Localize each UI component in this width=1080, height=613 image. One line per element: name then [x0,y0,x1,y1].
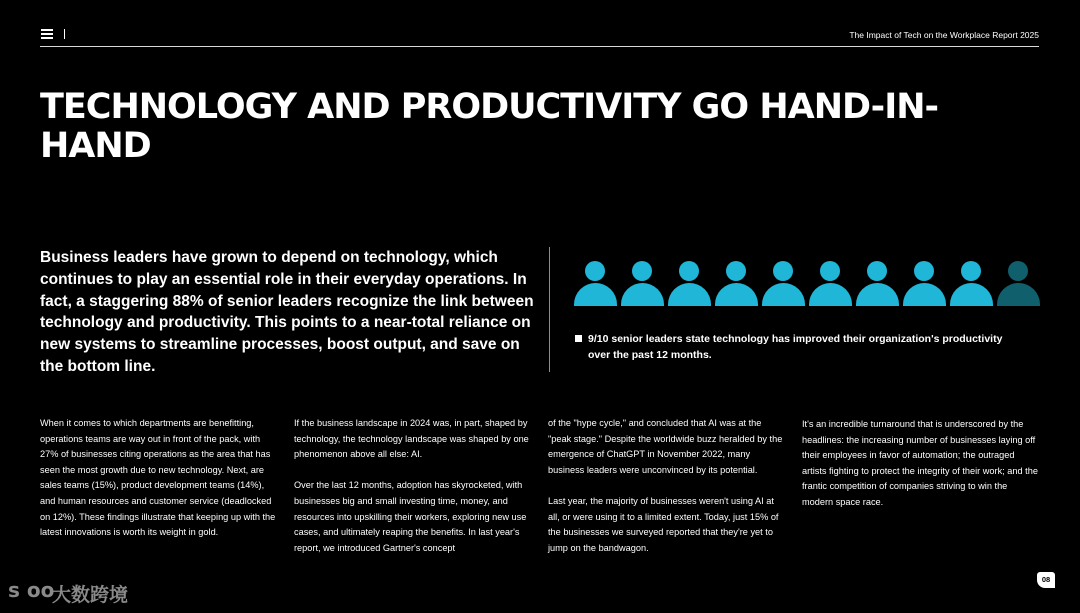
people-infographic [574,261,1040,307]
person-icon [668,261,711,307]
page-headline: TECHNOLOGY AND PRODUCTIVITY GO HAND-IN-HAND [40,87,939,166]
body-paragraph: It's an incredible turnaround that is underscored by the headlines: the increasing number of businesses laying off their employees in favor of automation; the outraged artists fighting to protect the integrity of their work; and the frantic competition of companies striving to win the modern space race. [802,419,1038,507]
person-icon [997,261,1040,307]
top-bar [40,26,1039,47]
menu-icon[interactable] [41,29,53,39]
stat-text: 9/10 senior leaders state technology has improved their organization's productivity over the past 12 months. [588,333,1003,361]
body-paragraph: of the "hype cycle," and concluded that AI was at the "peak stage." Despite the worldwide buzz heralded by the emergence of ChatGPT in November 2022, many business leaders were unconvinced by its potential. [548,418,783,475]
body-paragraph: When it comes to which departments are benefitting, operations teams are way out in front of the pack, with 27% of businesses citing operations as the area that has seen the most growth due to new technology. Next, are sales teams (15%), product development teams (14%), and human resources and customer service (deadlocked on 12%). These findings illustrate that keeping up with the latest innovations is worth its weight in gold. [40,418,276,538]
body-paragraph: Over the last 12 months, adoption has skyrocketed, with businesses big and small investing time, money, and resources into upskilling their workers, exploring new use cases, and ultimately reaping the benefits. In last year's report, we introduced Gartner's concept [294,480,527,553]
body-column-3 [548,416,786,556]
person-icon [574,261,617,307]
person-icon [950,261,993,307]
report-title: The Impact of Tech on the Workplace Report 2025 [849,30,1039,40]
person-icon [903,261,946,307]
header-divider [64,29,65,39]
square-bullet-icon [575,335,582,342]
person-icon [856,261,899,307]
watermark-logo: ꜱ ᴏᴏ [8,578,55,602]
watermark-text: 大数跨境 [52,585,129,606]
person-icon [715,261,758,307]
body-column-1 [40,416,278,541]
body-column-4 [802,417,1040,511]
person-icon [762,261,805,307]
body-paragraph: If the business landscape in 2024 was, in part, shaped by technology, the technology landscape was shaped by one phenomenon above all else: AI. [294,418,529,460]
person-icon [621,261,664,307]
person-icon [809,261,852,307]
body-paragraph: Last year, the majority of businesses weren't using AI at all, or were using it to a limited extent. Today, just 15% of the businesses we surveyed reported that they're yet to jump on the bandwagon. [548,495,779,553]
body-column-2 [294,416,532,556]
lead-paragraph: Business leaders have grown to depend on technology, which continues to play an essential role in their everyday operations. In fact, a staggering 88% of senior leaders recognize the link between technology and productivity. This points to a near-total reliance on new systems to streamline processes, boost output, and save on the bottom line. [40,249,534,375]
accent-divider [549,247,550,372]
page-number: 08 [1037,572,1055,588]
